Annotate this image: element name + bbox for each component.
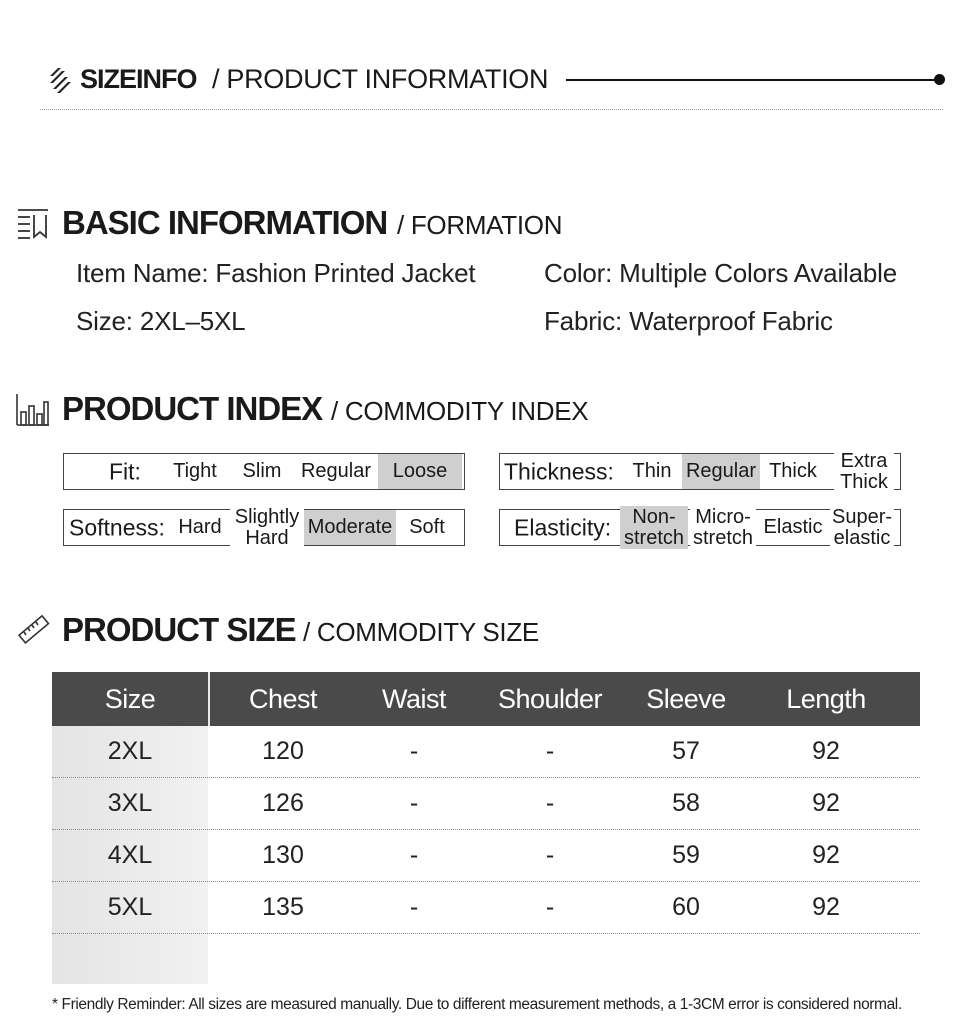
thickness-label: Thickness: — [504, 458, 614, 484]
table-row — [52, 882, 920, 934]
bookmark-list-icon — [16, 206, 50, 240]
cell-sleeve: 58 — [672, 789, 700, 817]
cell-chest: 130 — [262, 841, 304, 869]
elasticity-option-non-stretch: Non- stretch — [620, 506, 688, 549]
item-size-range: Size: 2XL–5XL — [76, 306, 246, 336]
product-size-subtitle: / COMMODITY SIZE — [303, 617, 539, 647]
fit-option-regular: Regular — [294, 454, 378, 489]
elasticity-label: Elasticity: — [514, 514, 612, 540]
cell-waist: - — [409, 789, 419, 817]
fit-option-slim: Slim — [230, 454, 294, 489]
header-rule — [566, 79, 938, 81]
cell-size: 4XL — [107, 841, 153, 869]
table-row — [52, 830, 920, 882]
header-divider — [40, 109, 943, 110]
thickness-option-regular: Regular — [682, 454, 760, 489]
col-length: Length — [786, 683, 866, 714]
bar-chart-icon — [16, 392, 50, 426]
fit-index — [63, 453, 465, 490]
cell-waist: - — [409, 841, 419, 869]
col-chest: Chest — [248, 683, 318, 714]
cell-sleeve: 60 — [672, 893, 700, 921]
thickness-option-extra-thick: Extra Thick — [834, 450, 894, 493]
cell-length: 92 — [812, 841, 840, 869]
col-shoulder: Shoulder — [497, 683, 603, 714]
elasticity-index — [499, 505, 901, 549]
thickness-option-thick: Thick — [762, 454, 824, 489]
cell-shoulder: - — [545, 841, 555, 869]
softness-option-hard: Hard — [174, 510, 226, 545]
col-sleeve: Sleeve — [646, 683, 726, 714]
cell-size: 2XL — [107, 737, 153, 765]
cell-sleeve: 59 — [672, 841, 700, 869]
softness-index — [63, 505, 465, 549]
cell-length: 92 — [812, 789, 840, 817]
cell-waist: - — [409, 737, 419, 765]
cell-shoulder: - — [545, 789, 555, 817]
cell-shoulder: - — [545, 893, 555, 921]
stripes-icon — [48, 64, 72, 94]
elasticity-option-super-elastic: Super- elastic — [831, 505, 893, 549]
cell-shoulder: - — [545, 737, 555, 765]
cell-length: 92 — [812, 893, 840, 921]
header-title: SIZEINFO — [80, 64, 197, 94]
item-name: Item Name: Fashion Printed Jacket — [76, 258, 476, 288]
col-size: Size — [104, 683, 156, 714]
thickness-option-thin: Thin — [624, 454, 680, 489]
cell-sleeve: 57 — [672, 737, 700, 765]
table-header — [52, 672, 920, 726]
cell-length: 92 — [812, 737, 840, 765]
cell-size: 5XL — [107, 893, 153, 921]
thickness-index — [499, 449, 901, 493]
header-rule-dot — [934, 74, 945, 85]
cell-chest: 135 — [262, 893, 304, 921]
product-index-subtitle: / COMMODITY INDEX — [331, 396, 589, 426]
col-waist: Waist — [382, 683, 446, 714]
fit-label: Fit: — [109, 458, 141, 484]
item-color: Color: Multiple Colors Available — [544, 258, 897, 288]
elasticity-option-elastic: Elastic — [760, 510, 826, 545]
softness-label: Softness: — [69, 514, 165, 540]
softness-option-moderate: Moderate — [304, 510, 396, 545]
cell-chest: 126 — [262, 789, 304, 817]
table-row-empty — [52, 934, 920, 985]
softness-option-soft: Soft — [398, 510, 456, 545]
table-row — [52, 778, 920, 830]
size-table — [52, 672, 920, 985]
fit-option-loose: Loose — [378, 454, 462, 489]
fit-option-tight: Tight — [160, 454, 230, 489]
item-fabric: Fabric: Waterproof Fabric — [544, 306, 833, 336]
cell-size: 3XL — [107, 789, 153, 817]
basic-information-subtitle: / FORMATION — [397, 210, 563, 240]
table-row — [52, 726, 920, 778]
cell-waist: - — [409, 893, 419, 921]
page-header — [46, 60, 946, 100]
product-size-title: PRODUCT SIZE — [62, 611, 296, 648]
softness-option-slightly-hard: Slightly Hard — [230, 506, 304, 549]
product-index-title: PRODUCT INDEX — [62, 390, 323, 427]
cell-chest: 120 — [262, 737, 304, 765]
basic-information-title: BASIC INFORMATION — [62, 204, 388, 241]
ruler-icon — [16, 613, 50, 647]
elasticity-option-micro-stretch: Micro- stretch — [690, 506, 756, 549]
header-subtitle: / PRODUCT INFORMATION — [212, 64, 549, 94]
friendly-reminder: * Friendly Reminder: All sizes are measured manually. Due to different measurement methods, a 1-3CM error is considered normal. — [52, 996, 902, 1013]
